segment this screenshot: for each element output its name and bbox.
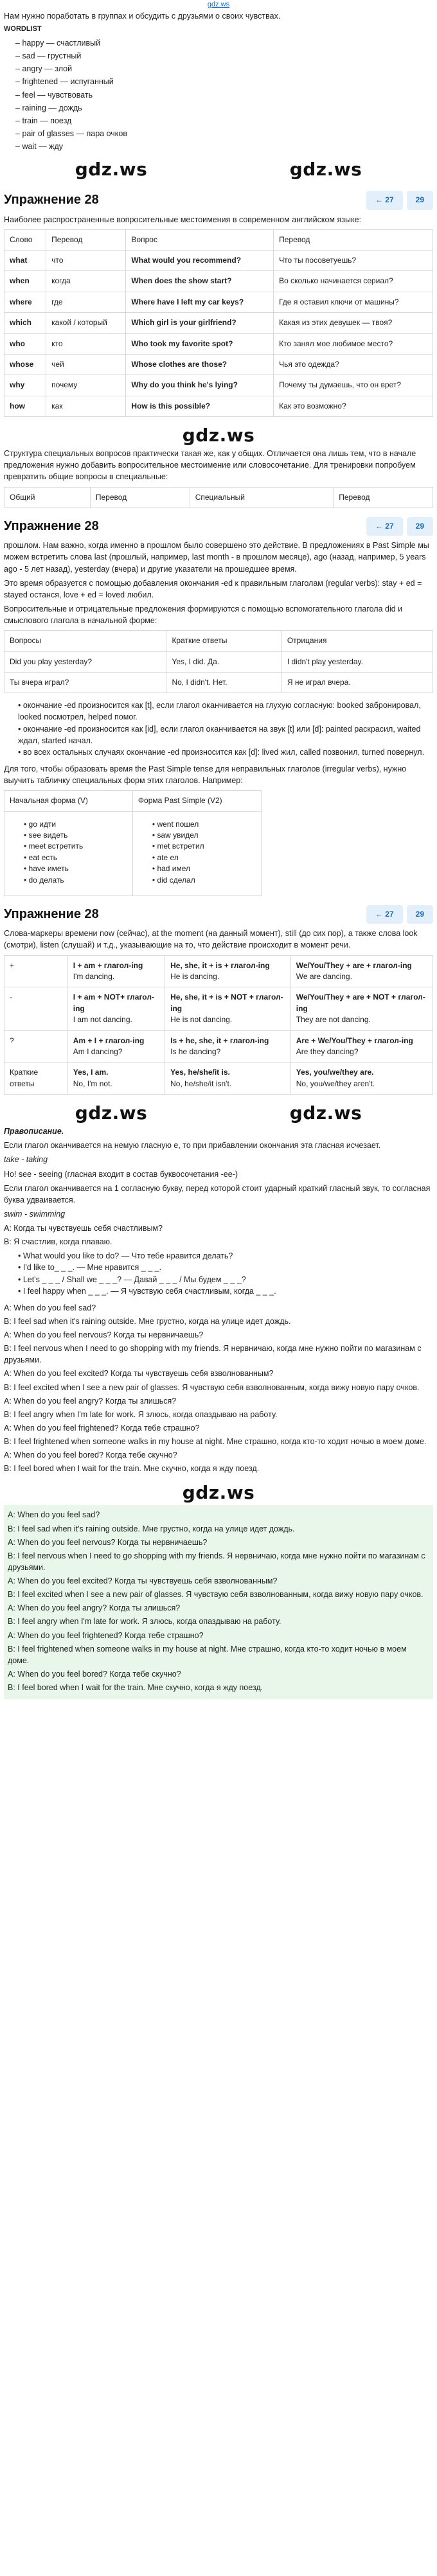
spelling-example-2: swim - swimming [4, 1209, 66, 1219]
spelling-rule-3: Если глагол оканчивается на 1 согласную букву, перед которой стоит ударный краткий гласный звук, то согласная буква удваивается. [4, 1183, 431, 1204]
verb-item: • do делать [24, 875, 127, 886]
wordlist-item: – wait — жду [15, 141, 433, 152]
exercise-title: Упражнение 28 [4, 193, 99, 207]
dialog-line: A: When do you feel angry? Когда ты злишься? [8, 1603, 181, 1613]
table-cell: Yes, I am. No, I'm not. [67, 1063, 165, 1095]
dialog-line: A: When do you feel nervous? Когда ты нервничаешь? [4, 1330, 204, 1339]
verb-item: • went пошел [152, 819, 256, 830]
table-cell: как [46, 396, 126, 416]
watermark: gdz.ws [182, 1482, 255, 1504]
table-header: Начальная форма (V) [4, 791, 133, 811]
spelling-rule-1: Если глагол оканчивается на немую гласную e, то при прибавлении окончания эта гласная исчезает. [4, 1141, 381, 1151]
dialog-line: B: I feel frightened when someone walks in my house at night. Мне страшно, когда кто-то ходит ночью в моем доме. [4, 1437, 427, 1446]
table-cell: Краткие ответы [166, 631, 281, 651]
table-cell: where [4, 292, 46, 312]
table-cell: когда [46, 271, 126, 292]
table-cell: Чья это одежда? [274, 354, 433, 375]
spelling-title: Правописание. [4, 1127, 64, 1136]
wordlist-item: – happy — счастливый [15, 37, 433, 49]
table-cell: Почему ты думаешь, что он врет? [274, 375, 433, 396]
dialog-line: B: I feel angry when I'm late for work. Я злюсь, когда опаздываю на работу. [4, 1409, 278, 1419]
wordlist-item: – feel — чувствовать [15, 89, 433, 101]
ed-rules-list [4, 700, 433, 758]
exercise-header [4, 905, 433, 924]
next-exercise-button[interactable]: 29 [407, 905, 433, 924]
wordlist-item: – sad — грустный [15, 50, 433, 62]
verb-item: • met встретил [152, 841, 256, 852]
table-cell: чей [46, 354, 126, 375]
watermark: gdz.ws [75, 1102, 148, 1124]
table-row [4, 396, 433, 416]
table-cell: When does the show start? [126, 271, 274, 292]
table-header: Перевод [334, 487, 433, 507]
table-cell: What would you recommend? [126, 251, 274, 271]
table-cell: Am + I + глагол-ing Am I dancing? [67, 1030, 165, 1063]
table-cell: - [4, 987, 68, 1030]
watermark: gdz.ws [75, 158, 148, 180]
table-cell: Во сколько начинается сериал? [274, 271, 433, 292]
table-cell: Yes, you/we/they are. No, you/we/they aren't. [290, 1063, 433, 1095]
table-header: Специальный [190, 487, 333, 507]
table-row [4, 271, 433, 292]
verb-item: • have иметь [24, 863, 127, 874]
table-header: Слово [4, 229, 46, 250]
wordlist-item: – train — поезд [15, 115, 433, 127]
table-header: Вопрос [126, 229, 274, 250]
table-header: Форма Past Simple (V2) [132, 791, 261, 811]
table-cell: We/You/They + are + глагол-ing We are dancing. [290, 955, 433, 987]
continuous-table [4, 955, 433, 1095]
dialog-line: B: I feel frightened when someone walks in my house at night. Мне страшно, когда кто-то ходит ночью в моем доме. [8, 1644, 407, 1665]
verb-item: • see видеть [24, 830, 127, 841]
exercise-header [4, 517, 433, 536]
table-row [4, 651, 433, 672]
dialog-line: A: When do you feel frightened? Когда тебе страшно? [8, 1630, 204, 1640]
watermark: gdz.ws [182, 424, 255, 446]
table-row [4, 313, 433, 333]
prev-exercise-button[interactable]: ← 27 [366, 905, 403, 924]
pronouns-intro: Наиболее распространенные вопросительные местоимения в современном английском языке: [4, 215, 361, 224]
watermark: gdz.ws [289, 158, 362, 180]
exercise-nav [366, 191, 433, 209]
table-cell: что [46, 251, 126, 271]
table-cell: I didn't play yesterday. [281, 651, 433, 672]
verb-item: • eat есть [24, 852, 127, 863]
table-cell: Who took my favorite spot? [126, 333, 274, 354]
table-cell: кто [46, 333, 126, 354]
table-cell: He, she, it + is + глагол-ing He is dancing. [165, 955, 291, 987]
table-cell: Where have I left my car keys? [126, 292, 274, 312]
wordlist-item: – frightened — испуганный [15, 76, 433, 87]
table-row [4, 1030, 433, 1063]
dialog [4, 1302, 433, 1475]
rule-item: • окончание -ed произносится как [t], если глагол оканчивается на глухую согласную: booked забронировал, looked посмотрел, helped помог. [18, 700, 433, 723]
table-cell: Yes, I did. Да. [166, 651, 281, 672]
dialog-line: B: I feel nervous when I need to go shopping with my friends. Я нервничаю, когда мне нужно пойти по магазинам с друзьями. [4, 1344, 422, 1365]
dialog-line: B: I feel nervous when I need to go shopping with my friends. Я нервничаю, когда мне нужно пойти по магазинам с друзьями. [8, 1551, 425, 1572]
past-simple-text-1: прошлом. Нам важно, когда именно в прошлом было совершено это действие. В предложениях в Past Simple мы можем встретить слова last (прошлый, например, last month - в прошлом месяце), ago (назад, например, 5 years ago - 5 лет назад), yesterday (вчера) и другие указатели на прошедшее время. [4, 541, 429, 574]
watermark: gdz.ws [289, 1102, 362, 1124]
table-cell: где [46, 292, 126, 312]
dialog-sub-item: • What would you like to do? — Что тебе нравится делать? [18, 1250, 433, 1262]
dialog-line: B: I feel bored when I wait for the train. Мне скучно, когда я жду поезд. [8, 1683, 263, 1692]
wordlist [4, 37, 433, 152]
dialog-line: A: When do you feel excited? Когда ты чувствуешь себя взволнованным? [4, 1369, 274, 1379]
table-row [4, 333, 433, 354]
table-cell: why [4, 375, 46, 396]
table-row [4, 251, 433, 271]
verb-item: • go идти [24, 819, 127, 830]
watermark-row [4, 423, 433, 448]
table-cell: Вопросы [4, 631, 166, 651]
table-cell: Отрицания [281, 631, 433, 651]
table-cell: We/You/They + are + NOT + глагол-ing They are not dancing. [290, 987, 433, 1030]
exercise-header [4, 191, 433, 209]
table-cell: Где я оставил ключи от машины? [274, 292, 433, 312]
dialog-line: A: When do you feel bored? Когда тебе скучно? [4, 1451, 177, 1460]
table-cell: ? [4, 1030, 68, 1063]
verb-item: • ate ел [152, 852, 256, 863]
table-row [4, 1063, 433, 1095]
dialog-line: B: I feel angry when I'm late for work. Я злюсь, когда опаздываю на работу. [8, 1617, 281, 1627]
past-simple-text-3: Вопросительные и отрицательные предложения формируются с помощью вспомогательного глагола did и смыслового глагола в начальной форме: [4, 604, 403, 626]
dialog-sub-item: • I feel happy when _ _ _. — Я чувствую себя счастливым, когда _ _ _. [18, 1285, 433, 1297]
table-cell: Yes, he/she/it is. No, he/she/it isn't. [165, 1063, 291, 1095]
pronouns-table [4, 229, 433, 418]
table-cell: when [4, 271, 46, 292]
table-header: Перевод [90, 487, 190, 507]
dialog-sub-item: • Let's _ _ _ / Shall we _ _ _? — Давай _ _ _ / Мы будем _ _ _? [18, 1274, 433, 1285]
dialog-line: B: I feel sad when it's raining outside. Мне грустно, когда на улице идет дождь. [8, 1524, 295, 1533]
verb-item: • did сделал [152, 875, 256, 886]
verb-item: • had имел [152, 863, 256, 874]
continuous-text: Слова-маркеры времени now (сейчас), at the moment (на данный момент), still (до сих пор), а также слова look (смотри), listen (слушай) и т.д., указывающие на то, что действие происходит в момент речи. [4, 929, 418, 950]
exercise-title: Упражнение 28 [4, 907, 99, 922]
table-row [4, 955, 433, 987]
table-cell: Какая из этих девушек — твоя? [274, 313, 433, 333]
dialog-line: B: I feel sad when it's raining outside. Мне грустно, когда на улице идет дождь. [4, 1316, 291, 1326]
dialog-line: B: I feel bored when I wait for the train. Мне скучно, когда я жду поезд. [4, 1464, 260, 1474]
table-cell: what [4, 251, 46, 271]
table-row [4, 375, 433, 396]
watermark-row [4, 1481, 433, 1505]
table-row [4, 631, 433, 651]
table-cell: Кто занял мое любимое место? [274, 333, 433, 354]
exercise-title: Упражнение 28 [4, 519, 99, 534]
wordlist-item: – angry — злой [15, 63, 433, 75]
prev-exercise-button[interactable]: ← 27 [366, 517, 403, 536]
verb-item: • saw увидел [152, 830, 256, 841]
table-cell: Which girl is your girlfriend? [126, 313, 274, 333]
table-header: Перевод [46, 229, 126, 250]
dialog-line: A: Когда ты чувствуешь себя счастливым? [4, 1224, 163, 1233]
table-cell: He, she, it + is + NOT + глагол-ing He is not dancing. [165, 987, 291, 1030]
wordlist-item: – raining — дождь [15, 102, 433, 114]
table-cell: Что ты посоветуешь? [274, 251, 433, 271]
table-cell: Ты вчера играл? [4, 672, 166, 693]
table-row [4, 987, 433, 1030]
prev-exercise-button[interactable]: ← 27 [366, 191, 403, 209]
dialog-intro [4, 1222, 433, 1248]
table-cell: Как это возможно? [274, 396, 433, 416]
table-row [4, 354, 433, 375]
table-header: Общий [4, 487, 91, 507]
exercise-nav [366, 905, 433, 924]
table-cell: Is + he, she, it + глагол-ing Is he dancing? [165, 1030, 291, 1063]
did-table [4, 630, 433, 693]
rule-item: • окончание -ed произносится как [id], если глагол оканчивается на звук [t] или [d]: painted раскрасил, waited ждал, started начал. [18, 723, 433, 746]
rule-item: • во всех остальных случаях окончание -ed произносится как [d]: lived жил, called позвонил, turned повернул. [18, 746, 433, 758]
special-questions-text: Структура специальных вопросов практически такая же, как у общих. Отличается она лишь тем, что в начале предложения нужно добавить вопросительное местоимение или словосочетание. Для тренировки попробуем превратить общие вопросы в специальные: [4, 449, 416, 482]
dialog-sub-list [4, 1250, 433, 1297]
dialog-line: B: Я счастлив, когда плаваю. [4, 1237, 112, 1247]
next-exercise-button[interactable]: 29 [407, 517, 433, 536]
table-cell: I + am + глагол-ing I'm dancing. [67, 955, 165, 987]
spelling-rule-2: Но! see - seeing (гласная входит в состав буквосочетания -ee-) [4, 1169, 238, 1179]
dialog-line: A: When do you feel angry? Когда ты злишься? [4, 1396, 177, 1406]
irregular-verbs-text: Для того, чтобы образовать время the Past Simple tense для неправильных глаголов (irregular verbs), нужно выучить табличку специальных форм этих глаголов. Например: [4, 764, 407, 786]
wordlist-item: – pair of glasses — пара очков [15, 128, 433, 139]
dialog-line: A: When do you feel bored? Когда тебе скучно? [8, 1669, 181, 1679]
verb-item: • meet встретить [24, 841, 127, 852]
table-cell: Are + We/You/They + глагол-ing Are they dancing? [290, 1030, 433, 1063]
table-cell: how [4, 396, 46, 416]
brand-link[interactable]: gdz.ws [207, 1, 230, 8]
table-cell: какой / который [46, 313, 126, 333]
table-cell: whose [4, 354, 46, 375]
irregular-verbs-table [4, 790, 262, 896]
dialog-line: B: I feel excited when I see a new pair of glasses. Я чувствую себя взволнованным, когда вижу новую пару очков. [8, 1590, 424, 1600]
dialog-line: A: When do you feel frightened? Когда тебе страшно? [4, 1423, 200, 1433]
dialog-line: A: When do you feel sad? [8, 1510, 100, 1520]
table-header: Перевод [274, 229, 433, 250]
table-cell: Did you play yesterday? [4, 651, 166, 672]
table-cell: почему [46, 375, 126, 396]
table-cell: who [4, 333, 46, 354]
table-cell: + [4, 955, 68, 987]
table-cell: Краткие ответы [4, 1063, 68, 1095]
next-exercise-button[interactable]: 29 [407, 191, 433, 209]
watermark-row [4, 1101, 433, 1125]
dialog-line: A: When do you feel sad? [4, 1303, 96, 1312]
watermark-row [4, 157, 433, 182]
wordlist-title: WORDLIST [4, 25, 42, 33]
dialog-sub-item: • I'd like to_ _ _. — Мне нравится _ _ _. [18, 1262, 433, 1273]
table-row [4, 292, 433, 312]
table-cell: Whose clothes are those? [126, 354, 274, 375]
intro-text: Нам нужно поработать в группах и обсудить с друзьями о своих чувствах. [4, 11, 281, 21]
exercise-nav [366, 517, 433, 536]
table-cell: Я не играл вчера. [281, 672, 433, 693]
dialog-line: B: I feel excited when I see a new pair of glasses. Я чувствую себя взволнованным, когда вижу новую пару очков. [4, 1382, 420, 1392]
table-cell: which [4, 313, 46, 333]
dialog-answer [4, 1505, 433, 1699]
table-cell: I + am + NOT+ глагол-ing I am not dancing. [67, 987, 165, 1030]
dialog-line: A: When do you feel nervous? Когда ты нервничаешь? [8, 1537, 208, 1547]
past-simple-text-2: Это время образуется с помощью добавления окончания -ed к правильным глаголам (regular verbs): stay + ed = stayed останся, love + ed = loved любил. [4, 578, 422, 599]
table-cell: How is this possible? [126, 396, 274, 416]
table-cell: No, I didn't. Нет. [166, 672, 281, 693]
table-cell: Why do you think he's lying? [126, 375, 274, 396]
table-row [4, 672, 433, 693]
spelling-example-1: take - taking [4, 1155, 48, 1165]
dialog-line: A: When do you feel excited? Когда ты чувствуешь себя взволнованным? [8, 1576, 278, 1585]
special-questions-table [4, 487, 433, 508]
